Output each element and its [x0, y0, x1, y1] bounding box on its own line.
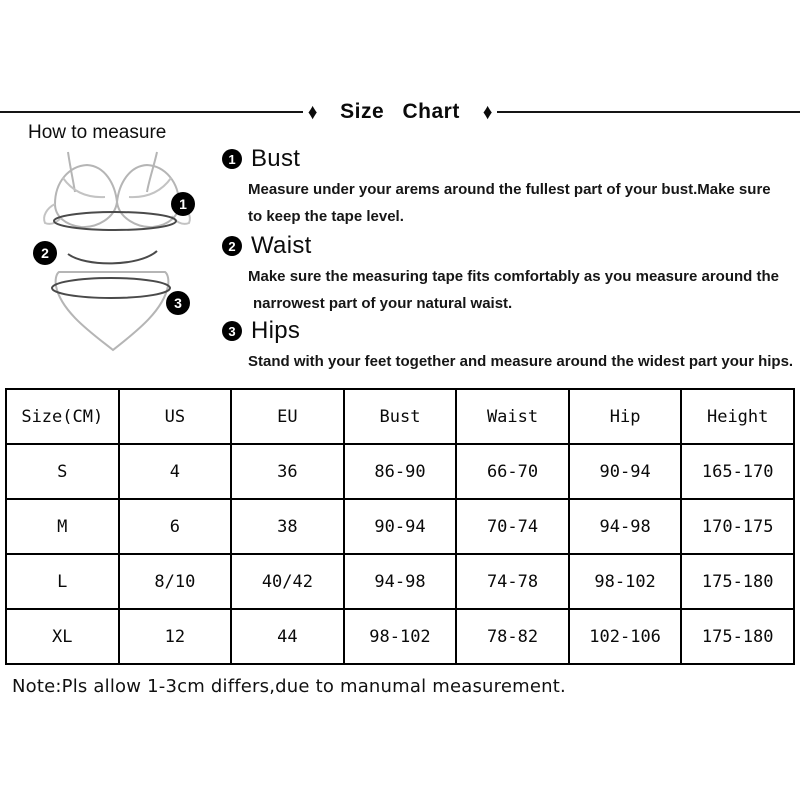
section-hips [222, 317, 800, 375]
table-row-l [6, 554, 794, 609]
diagram-marker-2 [33, 241, 57, 265]
table-cell: S [6, 444, 119, 499]
table-header-cell: EU [231, 389, 344, 444]
table-cell: XL [6, 609, 119, 664]
table-cell: 175-180 [681, 554, 794, 609]
section-bust [222, 145, 800, 230]
hips-title: Hips [251, 317, 301, 344]
waist-instructions [248, 263, 800, 317]
section-bust-header [222, 145, 800, 173]
section-waist [222, 232, 800, 317]
strap-right [147, 152, 157, 192]
table-cell: 8/10 [119, 554, 232, 609]
table-header-cell: Height [681, 389, 794, 444]
waist-number-badge: 2 [222, 236, 242, 256]
table-header-cell: US [119, 389, 232, 444]
hips-number-badge: 3 [222, 321, 242, 341]
bust-instruction-line: to keep the tape level. [248, 208, 404, 225]
table-cell: 170-175 [681, 499, 794, 554]
header-rule-right [497, 111, 800, 113]
bra-scallop-left [63, 178, 105, 197]
table-cell: 78-82 [456, 609, 569, 664]
table-row-s [6, 444, 794, 499]
size-table-header-row [6, 389, 794, 444]
table-header-cell: Size(CM) [6, 389, 119, 444]
note-text: Note:Pls allow 1-3cm differs,due to manumal measurement. [12, 676, 566, 697]
table-cell: 74-78 [456, 554, 569, 609]
table-cell: 66-70 [456, 444, 569, 499]
bust-measure-line [54, 212, 176, 230]
bust-title: Bust [251, 145, 301, 172]
bra-cup-left [55, 165, 117, 227]
size-table [5, 388, 795, 665]
page-title: Size Chart [340, 100, 460, 123]
svg-text:2: 2 [41, 245, 49, 261]
table-cell: 98-102 [569, 554, 682, 609]
svg-text:1: 1 [179, 196, 187, 212]
diamond-icon-right: ♦ [482, 99, 493, 124]
how-to-measure-heading: How to measure [28, 122, 167, 143]
bikini-bottom [56, 272, 169, 350]
bust-number-badge: 1 [222, 149, 242, 169]
table-cell: 98-102 [344, 609, 457, 664]
header-rule-left [0, 111, 303, 113]
table-cell: L [6, 554, 119, 609]
waist-instruction-line: narrowest part of your natural waist. [253, 295, 513, 312]
bust-instruction-line: Measure under your arems around the fullest part of your bust.Make sure [248, 181, 771, 198]
table-cell: 40/42 [231, 554, 344, 609]
diagram-marker-3 [166, 291, 190, 315]
table-cell: 90-94 [344, 499, 457, 554]
diamond-icon-left: ♦ [307, 99, 318, 124]
table-cell: 165-170 [681, 444, 794, 499]
svg-text:3: 3 [174, 295, 182, 311]
table-cell: 175-180 [681, 609, 794, 664]
table-cell: 12 [119, 609, 232, 664]
table-cell: 70-74 [456, 499, 569, 554]
table-cell: 6 [119, 499, 232, 554]
table-cell: 4 [119, 444, 232, 499]
table-header-cell: Bust [344, 389, 457, 444]
table-header-cell: Hip [569, 389, 682, 444]
table-cell: 44 [231, 609, 344, 664]
table-cell: 94-98 [569, 499, 682, 554]
waist-instruction-line: Make sure the measuring tape fits comfortably as you measure around the [248, 268, 779, 285]
waist-measure-line [68, 251, 157, 263]
hips-instruction-line: Stand with your feet together and measure around the widest part your hips. [248, 353, 794, 370]
hip-measure-line [52, 278, 170, 298]
table-cell: 102-106 [569, 609, 682, 664]
table-cell: 90-94 [569, 444, 682, 499]
section-waist-header [222, 232, 800, 260]
diagram-marker-1 [171, 192, 195, 216]
hips-instructions [248, 348, 800, 375]
bust-instructions [248, 176, 800, 230]
table-cell: 36 [231, 444, 344, 499]
table-row-xl [6, 609, 794, 664]
table-cell: M [6, 499, 119, 554]
measurement-diagram [25, 146, 221, 378]
table-row-m [6, 499, 794, 554]
table-cell: 38 [231, 499, 344, 554]
table-cell: 86-90 [344, 444, 457, 499]
table-header-cell: Waist [456, 389, 569, 444]
waist-title: Waist [251, 232, 312, 259]
table-cell: 94-98 [344, 554, 457, 609]
section-hips-header [222, 317, 800, 345]
